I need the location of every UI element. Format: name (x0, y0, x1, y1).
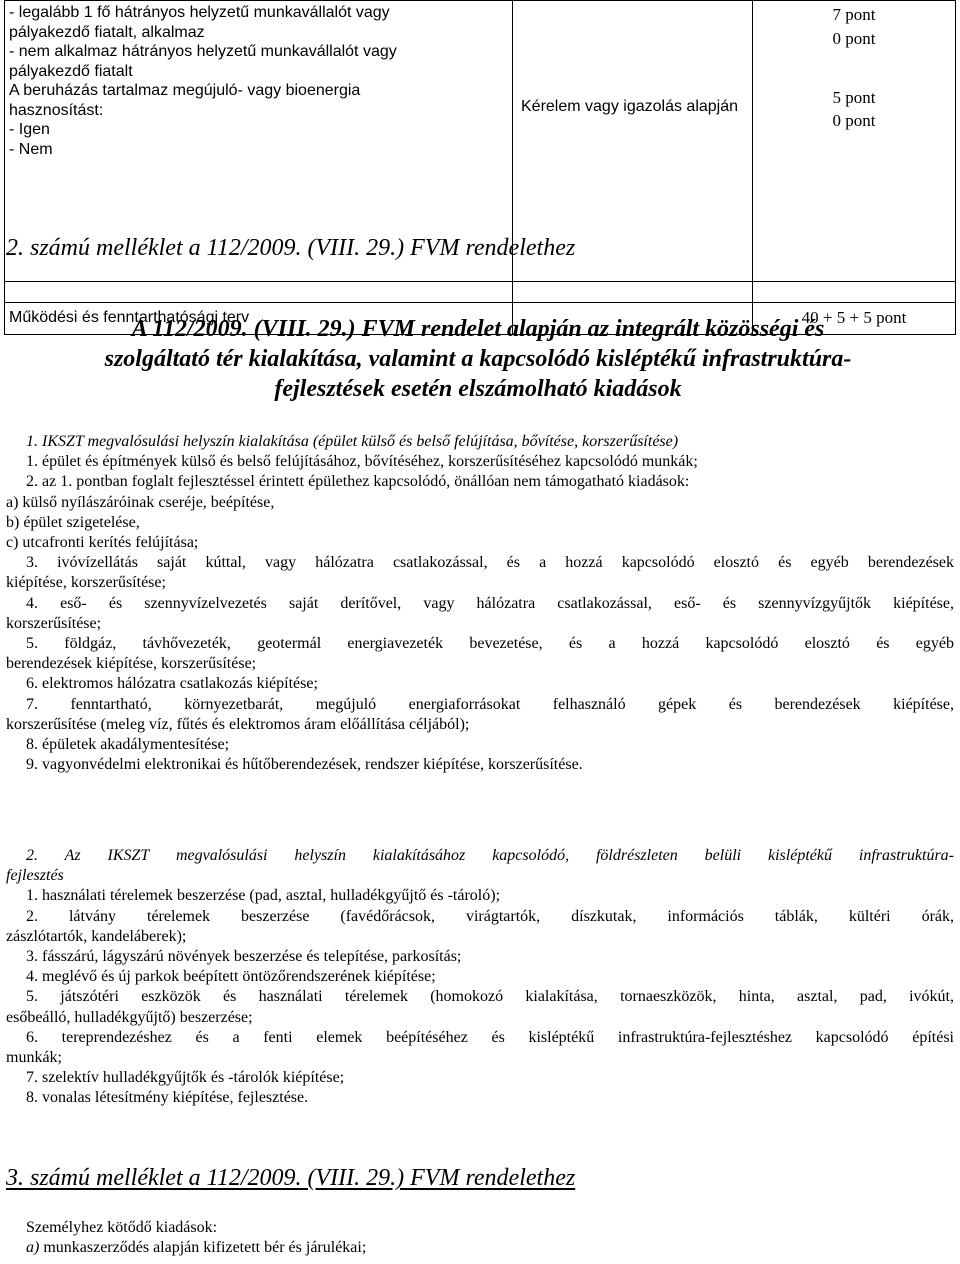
section2-item-cont: zászlótartók, kandeláberek); (6, 927, 187, 945)
criteria-line: A beruházás tartalmaz megújuló- vagy bioenergia (9, 82, 361, 99)
section2-title-line: fejlesztés (6, 867, 64, 885)
annex2-title-line: szolgáltató tér kialakítása, valamint a kapcsolódó kisléptékű infrastruktúra- (104, 346, 852, 372)
section2-item: 7. szelektív hulladékgyűjtők és -tárolók kiépítése; (26, 1069, 345, 1087)
section1-item: 7. fenntartható, környezetbarát, megújuló energiaforrásokat felhasználó gépek és berendezések kiépítése, (26, 695, 954, 713)
section1-item: 1. épület és építmények külső és belső felújításához, bővítéséhez, korszerűsítéséhez kapcsolódó munkák; (26, 453, 698, 471)
criteria-line: - nem alkalmaz hátrányos helyzetű munkavállalót vagy (9, 43, 397, 60)
plan-points: 40 + 5 + 5 pont (801, 308, 907, 327)
criteria-line: - legalább 1 fő hátrányos helyzetű munkavállalót vagy (9, 4, 390, 21)
section1-subitem: b) épület szigetelése, (6, 513, 140, 531)
section2-item-cont: esőbeálló, hulladékgyűjtő) beszerzése; (6, 1008, 253, 1026)
points-value: 0 pont (832, 28, 876, 48)
annex3-item-a-marker: a) (26, 1239, 40, 1257)
section2-item-cont: munkák; (6, 1049, 62, 1067)
section1-title: 1. IKSZT megvalósulási helyszín kialakítása (épület külső és belső felújítása, bővítése, korszerűsítése) (26, 433, 679, 450)
criteria-line: - Nem (9, 140, 53, 158)
annex3-item-a (6, 1238, 936, 1258)
annex3-intro: Személyhez kötődő kiadások: (26, 1219, 218, 1236)
section1-subitem: c) utcafronti kerítés felújítása; (6, 534, 199, 552)
criteria-line: hasznosítást: (9, 101, 104, 119)
section2-item: 6. tereprendezéshez és a fenti elemek beépítéséhez és kisléptékű infrastruktúra-fejlesztéshez kapcsolódó építési (26, 1028, 954, 1046)
criteria-line: pályakezdő fiatalt, alkalmaz (9, 23, 205, 41)
section1-item: 5. földgáz, távhővezeték, geotermál energiavezeték bevezetése, és a hozzá kapcsolódó elosztó és egyéb (26, 635, 954, 653)
section2-item: 5. játszótéri eszközök és használati térelemek (homokozó kialakítása, tornaeszközök, hinta, asztal, pad, ivókút, (26, 988, 954, 1006)
section1-item-cont: berendezések kiépítése, korszerűsítése; (6, 655, 257, 673)
points-value: 0 pont (832, 110, 876, 130)
section1-item: 8. épületek akadálymentesítése; (26, 736, 230, 754)
section1-item-cont: korszerűsítése; (6, 614, 102, 632)
section2-title-line: 2. Az IKSZT megvalósulási helyszín kialakításához kapcsolódó, földrészleten belüli kisléptékű infrastruktúra- (26, 847, 954, 864)
section1-item-cont: kiépítése, korszerűsítése; (6, 574, 166, 592)
scoring-row-spacer (5, 282, 956, 303)
points-value: 5 pont (832, 88, 876, 107)
annex2-heading: 2. számú melléklet a 112/2009. (VIII. 29.) FVM rendelethez (6, 235, 576, 261)
section2 (6, 846, 954, 1109)
section1-subitem: a) külső nyílászáróinak cseréje, beépítése, (6, 493, 275, 511)
annex2-title (4, 314, 952, 404)
annex3-item-a-text: munkaszerződés alapján kifizetett bér és járulékai; (39, 1239, 367, 1257)
section1-item: 6. elektromos hálózatra csatlakozás kiépítése; (26, 675, 318, 693)
criteria-line: - Igen (9, 121, 50, 138)
annex2-title-line: fejlesztések esetén elszámolható kiadások (274, 376, 682, 402)
annex2-title-line: A 112/2009. (VIII. 29.) FVM rendelet alapján az integrált közösségi és (131, 316, 825, 342)
annex3-heading: 3. számú melléklet a 112/2009. (VIII. 29.) FVM rendelethez (6, 1165, 576, 1191)
section2-item: 8. vonalas létesítmény kiépítése, fejlesztése. (26, 1089, 309, 1107)
section1-item: 2. az 1. pontban foglalt fejlesztéssel érintett épülethez kapcsolódó, önállóan nem támogatható kiadások: (26, 473, 690, 491)
section2-item: 1. használati térelemek beszerzése (pad, asztal, hulladékgyűjtő és -tároló); (26, 887, 501, 905)
points-value: 7 pont (832, 5, 876, 24)
section1-item: 4. eső- és szennyvízelvezetés saját derítővel, vagy hálózatra csatlakozással, eső- és szennyvízgyűjtők kiépítése, (26, 594, 954, 612)
criteria-line: pályakezdő fiatalt (9, 62, 133, 80)
plan-label: Működési és fenntarthatósági terv (9, 309, 250, 326)
annex3-body (6, 1218, 936, 1258)
section2-item: 4. meglévő és új parkok beépített öntözőrendszerének kiépítése; (26, 968, 436, 986)
section2-item: 3. fásszárú, lágyszárú növények beszerzése és telepítése, parkosítás; (26, 948, 462, 966)
section1-item: 9. vagyonvédelmi elektronikai és hűtőberendezések, rendszer kiépítése, korszerűsítése. (26, 756, 583, 774)
section1-item: 3. ivóvízellátás saját kúttal, vagy hálózatra csatlakozással, és a hozzá kapcsolódó elosztó és egyéb berendezések (26, 554, 954, 572)
method-text: Kérelem vagy igazolás alapján (521, 98, 739, 115)
section1 (6, 432, 954, 775)
section1-item-cont: korszerűsítése (meleg víz, fűtés és elektromos áram előállítása céljából); (6, 715, 470, 733)
scoring-table (4, 0, 956, 335)
section2-item: 2. látvány térelemek beszerzése (favédőrácsok, virágtartók, díszkutak, információs táblák, kültéri órák, (26, 907, 954, 925)
